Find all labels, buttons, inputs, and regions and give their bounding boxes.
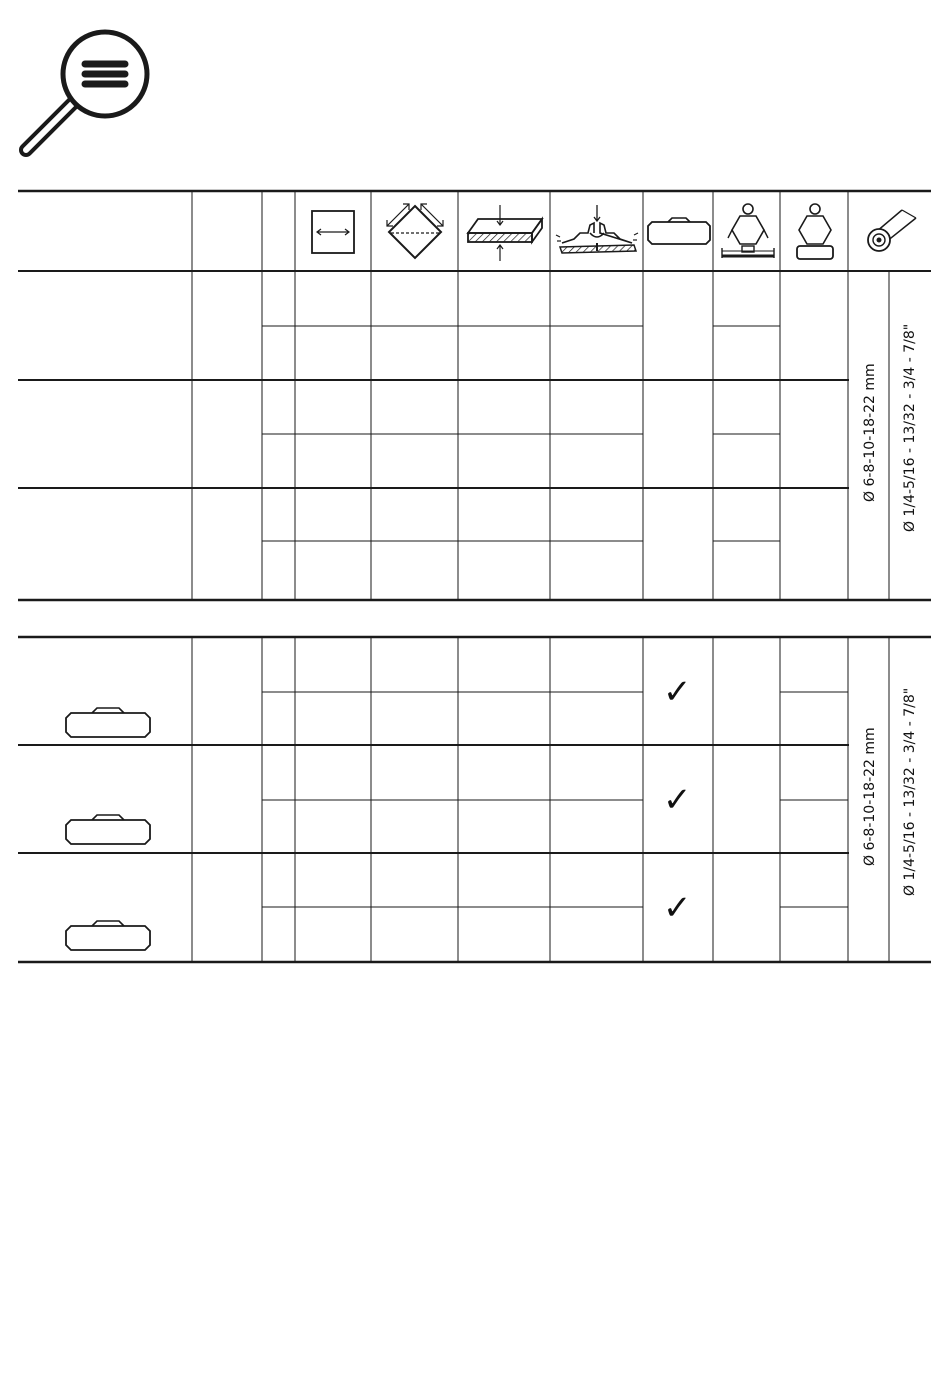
check-mark: ✓	[663, 672, 692, 712]
welding-cut-icon	[554, 203, 640, 263]
imperial-diameter-label: Ø 1/4-5/16 - 13/32 - 3/4 - 7/8"	[902, 323, 918, 532]
wheel-bearing-icon	[862, 206, 922, 258]
person-with-base-icon	[718, 202, 778, 264]
metric-diameter-label: Ø 6-8-10-18-22 mm	[862, 363, 878, 502]
imperial-diameter-label: Ø 1/4-5/16 - 13/32 - 3/4 - 7/8"	[902, 687, 918, 896]
check-mark: ✓	[663, 780, 692, 820]
diamond-diagonal-arrows-icon	[383, 200, 447, 264]
flat-pad-icon	[64, 813, 152, 847]
flat-pad-icon	[64, 919, 152, 953]
flat-pad-icon	[646, 216, 712, 248]
metric-diameter-label: Ø 6-8-10-18-22 mm	[862, 727, 878, 866]
check-mark: ✓	[663, 888, 692, 928]
spec-table-1	[0, 0, 950, 620]
person-on-pad-icon	[786, 202, 844, 264]
flat-pad-icon	[64, 706, 152, 740]
pressure-plate-icon	[464, 203, 546, 263]
width-arrow-square-icon	[309, 208, 357, 256]
